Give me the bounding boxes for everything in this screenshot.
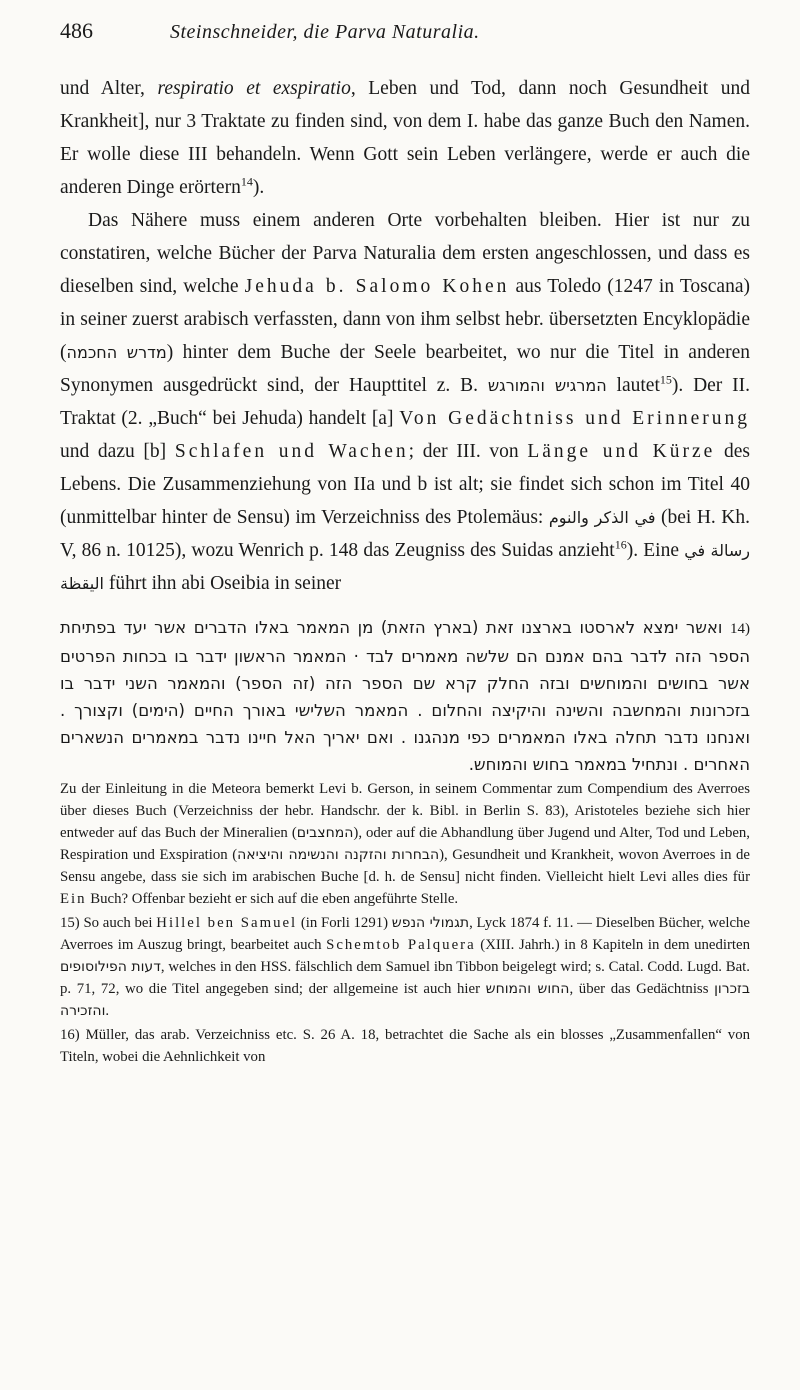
text-run: Zu der Einleitung in die Meteora bemerkt Levi b. Gerson, in seinem Commentar zum Compendium des Averroes über dieses Buch (Verzeichniss der hebr. Handschr. der k. Bibl. in Berlin S. 83), Aristoteles beziehe sich hier entweder auf das Buch der Mineralien ( xyxy=(60,781,750,841)
hebrew-title: תגמולי הנפש xyxy=(391,915,470,931)
paragraph-2 xyxy=(60,204,750,600)
spaced-title: Schlafen und Wachen xyxy=(174,441,409,462)
text-run: ). xyxy=(252,177,265,198)
hebrew-title: המרגיש והמורגש xyxy=(487,376,607,395)
author-name: Jehuda b. Salomo Kohen xyxy=(244,276,510,297)
text-run: und Alter, xyxy=(60,78,158,99)
main-text xyxy=(60,72,750,600)
footnote-ref: 14 xyxy=(240,174,253,189)
hebrew-term: הבחרות והזקנה והנשימה והיציאה xyxy=(237,847,440,863)
text-run: des Lebens. Die Zusammenziehung von IIa und b ist alt; sie findet sich schon im Titel 40 (unmittelbar hinter de Sensu) im Verzeichniss des Ptolemäus: xyxy=(60,441,750,528)
text-run: Müller, das arab. Verzeichniss etc. S. 26 A. 18, betrachtet die Sache als ein blosses „Zusammenfallen“ von Titeln, wobei die Aehnlichkeit von xyxy=(60,1027,750,1065)
hebrew-title: החוש והמוחש xyxy=(485,981,570,997)
running-title: Steinschneider, die Parva Naturalia. xyxy=(170,21,480,43)
hebrew-title: דעות הפילוסופים xyxy=(60,959,161,975)
hebrew-title: מדרש החכמה xyxy=(66,343,167,362)
text-run: Buch? Offenbar bezieht er sich auf die eben angeführte Stelle. xyxy=(86,891,459,907)
hebrew-title: בזכרון והזכירה xyxy=(60,981,750,1019)
text-run: aus Toledo (1247 in Toscana) in seiner zuerst arabisch verfassten, dann von ihm selbst hebr. übersetzten Encyklopädie ( xyxy=(60,276,750,363)
text-run: , welches in den HSS. fälschlich dem Samuel ibn Tibbon beigelegt wird; s. Catal. Codd. Lugd. Bat. p. 71, 72, wo die Titel angegeben sind; der allgemeine ist auch hier xyxy=(60,959,750,997)
author-name: Hillel ben Samuel xyxy=(156,915,298,931)
page-number: 486 xyxy=(60,18,93,43)
footnote-number: 15) xyxy=(60,915,80,931)
paragraph-1 xyxy=(60,72,750,204)
arabic-title: رسالة في اليقظة xyxy=(60,541,751,593)
text-run: ). Eine xyxy=(626,540,685,561)
text-run: und dazu [b] xyxy=(60,441,175,462)
spaced-title: Länge und Kürze xyxy=(527,441,716,462)
text-run: (in Forli 1291) xyxy=(297,915,392,931)
text-run: ). Der II. Traktat (2. „Buch“ bei Jehuda) handelt [a] xyxy=(60,375,750,429)
footnote-14-hebrew xyxy=(60,614,750,778)
spaced-title: Von Gedächtniss und Erinnerung xyxy=(399,408,750,429)
text-run: ), Gesundheit und Krankheit, wovon Averroes in de Sensu angebe, dass sie sich im arabischen Buche [d. h. de Sensu] nicht finden. Vielleicht hielt Levi alles dies für xyxy=(60,847,750,885)
author-name: Schemtob Palquera xyxy=(326,937,476,953)
text-run: lautet xyxy=(606,375,660,396)
footnote-14 xyxy=(60,778,750,910)
text-run: , über das Gedächtniss xyxy=(569,981,715,997)
footnote-16 xyxy=(60,1024,750,1068)
text-run: führt ihn abi Oseibia in seiner xyxy=(103,573,342,594)
text-run: Das Nähere muss einem anderen Orte vorbehalten bleiben. Hier ist nur zu constatiren, welche Bücher der Parva Naturalia dem ersten angeschlossen, und dass es dieselben sind, welche xyxy=(60,210,750,297)
text-run: (bei H. Kh. V, 86 n. 10125), wozu Wenrich p. 148 das Zeugniss des Suidas anzieht xyxy=(60,507,751,561)
hebrew-quotation: ואשר ימצא לארסטו בארצנו זאת (בארץ הזאת) מן המאמר באלו הדברים אשר יעד בפתיחת הספר הזה לדבר בהם אמנם הם שלשה מאמרים לבד · המאמר הראשון ידבר בו בכחות הפרטים אשר בחושים והמוחשים ובזה החלק קרא שם הספר הזה (זה הספר) והמאמר השני ידבר בו בזכרונות והמחשבה והשינה והיקיצה והחלום . המאמר השלישי באורך החיים (הימים) וקצורך . ואנחנו נדבר תחלה באלו המאמרים כפי מנהגנו . ואם יאריך האל חיינו נדבר במאמרים הנשארים האחרים . ונתחיל במאמר בחוש והמוחש. xyxy=(60,618,750,774)
page-header xyxy=(60,18,750,60)
text-run: (XIII. Jahrh.) in 8 Kapiteln in dem unedirten xyxy=(475,937,750,953)
hebrew-term: המחצבים xyxy=(296,825,354,841)
footnote-number: 14) xyxy=(730,621,750,637)
text-run: . xyxy=(105,1003,110,1019)
spaced-word: Ein xyxy=(60,891,87,907)
text-run: , Lyck 1874 f. 11. — Dieselben Bücher, welche Averroes im Auszug bringt, bearbeitet auch xyxy=(60,915,750,953)
text-run: ; der III. von xyxy=(408,441,528,462)
text-run: ) hinter dem Buche der Seele bearbeitet, wo nur die Titel in anderen Synonymen ausgedrückt sind, der Haupttitel z. B. xyxy=(60,342,750,396)
text-run: , Leben und Tod, dann noch Gesundheit und Krankheit], nur 3 Traktate zu finden sind, von dem I. habe das ganze Buch den Namen. Er wolle diese III behandeln. Wenn Gott sein Leben verlängere, werde er auch die anderen Dinge erörtern xyxy=(60,78,751,198)
book-page xyxy=(60,18,750,1070)
footnote-ref: 15 xyxy=(659,372,672,387)
footnote-ref: 16 xyxy=(614,537,627,552)
text-run: So auch bei xyxy=(79,915,157,931)
footnote-number: 16) xyxy=(60,1027,80,1043)
italic-phrase: respiratio et exspiratio xyxy=(157,78,351,99)
arabic-title: في الذكر والنوم xyxy=(548,508,656,527)
footnote-15 xyxy=(60,912,750,1022)
footnotes xyxy=(60,614,750,1068)
text-run: ), oder auf die Abhandlung über Jugend und Alter, Tod und Leben, Respiration und Exspiration ( xyxy=(60,825,751,863)
